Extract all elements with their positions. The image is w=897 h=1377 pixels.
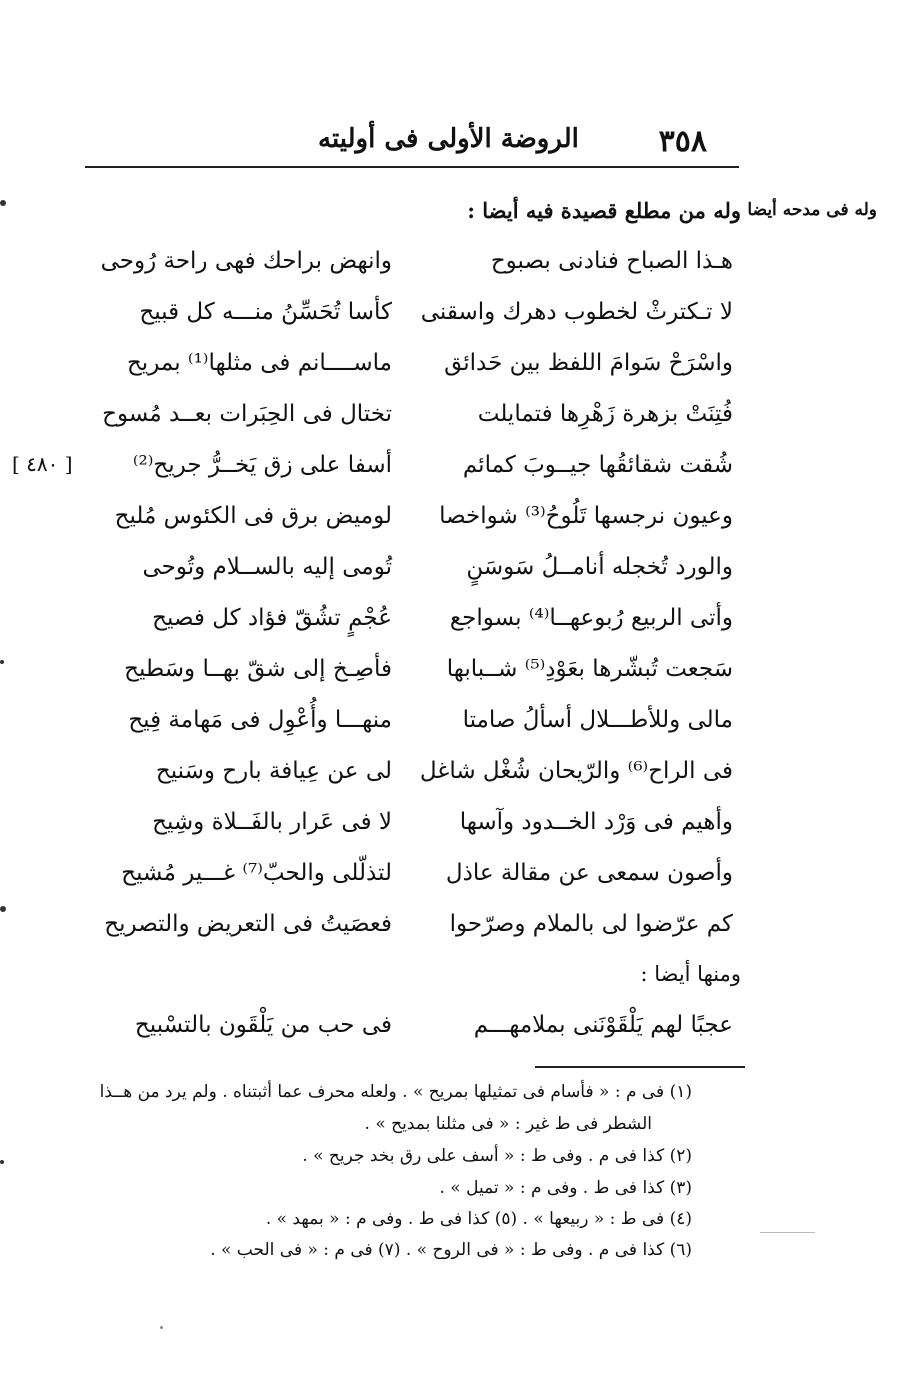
sub-intro: ومنها أيضا :: [640, 962, 741, 986]
scan-mark: [760, 1232, 815, 1233]
scan-mark: [0, 1160, 4, 1164]
margin-note: وله فى مدحه أيضا: [747, 200, 877, 220]
verse-7-second-hemistich: تُومى إليه بالســلام وتُوحى: [142, 554, 392, 580]
header-divider: [85, 166, 739, 168]
verse-11-first-hemistich: فى الراح⁽⁶⁾ والرّيحان شُغْل شاغل: [419, 758, 733, 784]
verse-8-second-hemistich: عُجْمٍ تشُقّ فؤاد كل فصيح: [152, 605, 392, 631]
scan-mark: [0, 200, 6, 206]
verse-12-first-hemistich: وأهيم فى وَرْد الخــدود وآسها: [459, 809, 733, 835]
verse-7-first-hemistich: والورد تُخجله أنامــلُ سَوسَنٍ: [466, 554, 733, 580]
verse-12-second-hemistich: لا فى عَرار بالفَــلاة وشِيح: [152, 809, 392, 835]
verse-3-first-hemistich: واسْرَحْ سَوامَ اللفظ بين حَدائق: [444, 350, 733, 376]
verse-6-first-hemistich: وعيون نرجسها تَلُوحُ⁽³⁾ شواخصا: [439, 503, 733, 529]
scan-mark: [0, 660, 4, 664]
footnote-divider: [535, 1066, 745, 1068]
verse-13-first-hemistich: وأصون سمعى عن مقالة عاذل: [445, 860, 733, 886]
margin-reference: [ ٤٨٠ ]: [12, 452, 73, 476]
verse-6-second-hemistich: لوميض برق فى الكئوس مُليح: [114, 503, 392, 529]
footnotes-6-7: (٦) كذا فى م . وفى ط : « فى الروح » . (٧) فى م : « فى الحب » .: [210, 1240, 692, 1260]
scan-mark: [0, 906, 6, 912]
verse-5-first-hemistich: شُقت شقائقُها جيــوبَ كمائم: [462, 452, 733, 478]
scan-mark: [160, 1326, 163, 1329]
verse-1-first-hemistich: هـذا الصباح فنادنى بصبوح: [490, 248, 733, 274]
verse-10-second-hemistich: منهـــا وأُعْوِل فى مَهامة فِيح: [128, 707, 392, 733]
verse-2-first-hemistich: لا تـكترثْ لخطوب دهرك واسقنى: [420, 299, 733, 325]
verse-1-second-hemistich: وانهض براحك فهى راحة رُوحى: [100, 248, 392, 274]
footnotes-4-5: (٤) فى ط : « ربيعها » . (٥) كذا فى ط . وفى م : « بمهد » .: [265, 1209, 692, 1229]
verse-14-second-hemistich: فعصَيتُ فى التعريض والتصريح: [104, 911, 392, 937]
verse-9-second-hemistich: فأصِـخ إلى شقّ بهــا وسَطيح: [124, 656, 392, 682]
verse-13-second-hemistich: لتذلّلى والحبّ⁽⁷⁾ غـــير مُشيح: [121, 860, 392, 886]
verse-4-first-hemistich: فُتِنَتْ بزهرة زَهْرِها فتمايلت: [477, 401, 733, 427]
verse-3-second-hemistich: ماســــانم فى مثلها⁽¹⁾ بمريح: [126, 350, 392, 376]
footnote-2: (٢) كذا فى م . وفى ط : « أسف على رق بخد جريح » .: [302, 1146, 692, 1166]
verse-11-second-hemistich: لى عن عِيافة بارح وسَنيح: [155, 758, 392, 784]
page-number: ٣٥٨: [658, 124, 707, 159]
footnote-1-continued: الشطر فى ط غير : « فى مثلنا بمديح » .: [364, 1114, 652, 1134]
footnote-3: (٣) كذا فى ط . وفى م : « تميل » .: [439, 1178, 692, 1198]
verse-14-first-hemistich: كم عرّضوا لى بالملام وصرّحوا: [449, 911, 733, 937]
footnote-1: (١) فى م : « فأسام فى تمثيلها بمريح » . ولعله محرف عما أثبتناه . ولم يرد من هــذا: [99, 1082, 692, 1102]
final-verse-second-hemistich: فى حب من يَلْقَون بالتسْبيح: [134, 1012, 392, 1038]
verse-9-first-hemistich: سَجعت تُبشّرها بعَوْدِ⁽⁵⁾ شــبابها: [446, 656, 733, 682]
final-verse-first-hemistich: عجبًا لهم يَلْقَوْنَنى بملامهـــم: [473, 1012, 733, 1038]
poem-intro: وله من مطلع قصيدة فيه أيضا :: [467, 198, 741, 223]
verse-10-first-hemistich: مالى وللأطـــلال أسألُ صامتا: [462, 707, 733, 733]
verse-4-second-hemistich: تختال فى الحِبَرات بعــد مُسوح: [102, 401, 392, 427]
verse-5-second-hemistich: أسفا على زق يَخــرُّ جريح⁽²⁾: [132, 452, 392, 478]
verse-8-first-hemistich: وأتى الربيع رُبوعهــا⁽⁴⁾ بسواجع: [449, 605, 733, 631]
verse-2-second-hemistich: كأسا تُحَسِّنُ منـــه كل قبيح: [139, 299, 392, 325]
running-header-title: الروضة الأولى فى أوليته: [318, 124, 579, 154]
